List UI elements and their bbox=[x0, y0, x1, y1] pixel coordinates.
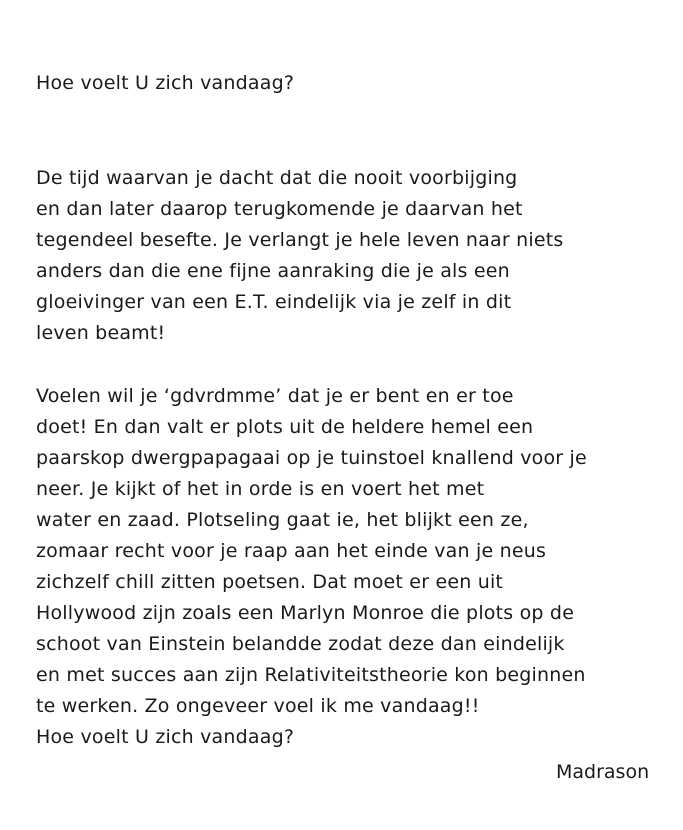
paragraph1-line-2: en dan later daarop terugkomende je daarvan het bbox=[36, 198, 523, 220]
paragraph2-line-3: paarskop dwergpapagaai op je tuinstoel knallend voor je bbox=[36, 447, 587, 469]
paragraph2-line-4: neer. Je kijkt of het in orde is en voert het met bbox=[36, 478, 485, 500]
greeting-line: Hoe voelt U zich vandaag? bbox=[36, 72, 295, 94]
paragraph1-line-4: anders dan die ene fijne aanraking die je als een bbox=[36, 260, 510, 282]
paragraph2-line-7: zichzelf chill zitten poetsen. Dat moet er een uit bbox=[36, 571, 504, 593]
paragraph2-line-11: te werken. Zo ongeveer voel ik me vandaag!! bbox=[36, 695, 480, 717]
paragraph2-line-5: water en zaad. Plotseling gaat ie, het blijkt een ze, bbox=[36, 509, 529, 531]
paragraph2-line-8: Hollywood zijn zoals een Marlyn Monroe die plots op de bbox=[36, 602, 575, 624]
paragraph1-line-5: gloeivinger van een E.T. eindelijk via je zelf in dit bbox=[36, 291, 512, 313]
author-signature: Madrason bbox=[556, 761, 650, 783]
paragraph1-line-6: leven beamt! bbox=[36, 322, 166, 344]
paragraph2-line-2: doet! En dan valt er plots uit de heldere hemel een bbox=[36, 416, 534, 438]
paragraph1-line-1: De tijd waarvan je dacht dat die nooit voorbijging bbox=[36, 167, 518, 189]
paragraph2-line-1: Voelen wil je ‘gdvrdmme’ dat je er bent en er toe bbox=[36, 385, 514, 407]
paragraph1-line-3: tegendeel besefte. Je verlangt je hele leven naar niets bbox=[36, 229, 564, 251]
closing-question-line: Hoe voelt U zich vandaag? bbox=[36, 726, 295, 748]
paragraph2-line-9: schoot van Einstein belandde zodat deze dan eindelijk bbox=[36, 633, 565, 655]
paragraph2-line-6: zomaar recht voor je raap aan het einde van je neus bbox=[36, 540, 547, 562]
paragraph2-line-10: en met succes aan zijn Relativiteitstheorie kon beginnen bbox=[36, 664, 586, 686]
